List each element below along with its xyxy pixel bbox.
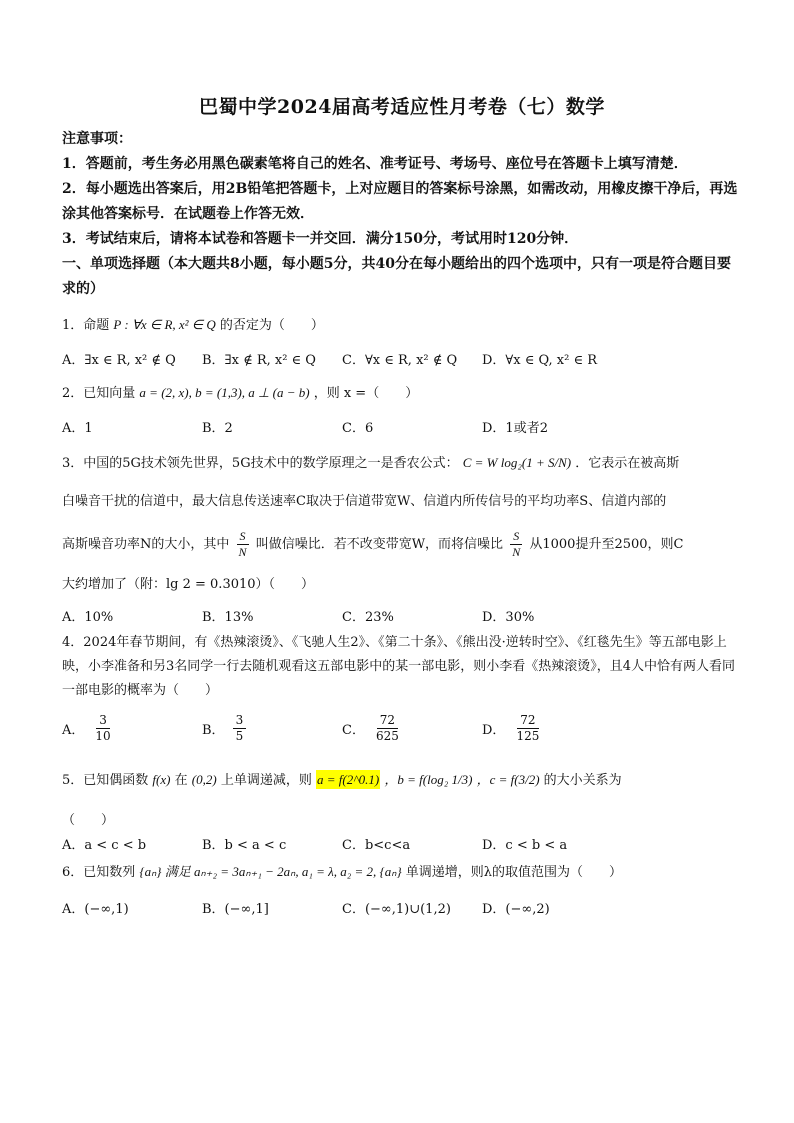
q2-option-a[interactable]: A．1 [62, 421, 93, 436]
question-5 [62, 766, 742, 795]
q3-line-1 [62, 452, 742, 475]
q4-option-b[interactable] [202, 713, 342, 744]
q3-snr-fraction-1 [236, 529, 250, 560]
q4-options [62, 713, 742, 744]
q3-line-2: 白噪音干扰的信道中，最大信息传送速率C取决于信道带宽W、信道内所传信号的平均功率S、信道内部的 [62, 494, 667, 509]
q2-option-c[interactable]: C．6 [342, 421, 374, 436]
question-4: 4．2024年春节期间，有《热辣滚烫》、《飞驰人生2》、《第二十条》、《熊出没·逆转时空》、《红毯先生》等五部电影上映，小李准备和另3名同学一行去随机观看这五部电影中的某一部电影，则小李看《热辣滚烫》，且4人中恰有两人看同一部电影的概率为（ ） [62, 635, 736, 698]
q5-c-expression: ，c = f(3/2) [476, 772, 540, 787]
q3-option-b[interactable]: B．13% [202, 610, 254, 625]
q4-option-a-fraction [92, 713, 113, 744]
exam-title: 巴蜀中学2024届高考适应性月考卷（七）数学 [199, 96, 605, 118]
q3-line3-b: 叫做信噪比．若不改变带宽W，而将信噪比 [255, 537, 504, 552]
q2-stem-a: 2．已知向量 [62, 386, 136, 401]
q3-snr-fraction-2 [509, 529, 523, 560]
q3-line1-b: ．它表示在被高斯 [575, 456, 680, 471]
q3-option-d[interactable]: D．30% [482, 610, 535, 625]
section-heading: 一、单项选择题（本大题共8小题，每小题5分，共40分在每小题给出的四个选项中，只有一项是符合题目要求的） [62, 256, 731, 297]
q1-stem-a: 1．命题 [62, 318, 110, 333]
q5-b-expression: ，b = f(log₂ 1/3) [384, 772, 473, 787]
q6-option-b[interactable]: B．(−∞,1] [202, 902, 269, 917]
q6-stem-b: 单调递增，则λ的取值范围为（ ） [405, 865, 623, 880]
q4-a-num: 3 [96, 713, 110, 729]
q4-d-num: 72 [517, 713, 538, 729]
q3-formula: C = W log₂(1 + S/N) [462, 455, 572, 470]
q4-option-c-label: C． [342, 723, 365, 738]
question-1 [62, 314, 742, 333]
q3-frac2-den: N [512, 545, 521, 559]
q3-frac2-num: S [510, 529, 522, 545]
q1-stem-b: 的否定为（ ） [219, 318, 324, 333]
q4-b-den: 5 [235, 729, 244, 743]
q5-a-expression-highlighted: a = f(2^0.1) [316, 772, 380, 787]
q5-option-d[interactable]: D．c < b < a [482, 838, 568, 853]
q3-frac1-num: S [237, 529, 249, 545]
q1-option-d[interactable]: D．∀x ∈ Q, x² ∈ R [482, 353, 597, 368]
q2-stem-b: ，则 x =（ ） [313, 386, 419, 401]
q6-stem-a: 6．已知数列 [62, 865, 136, 880]
q1-options [62, 349, 742, 368]
q4-option-c-fraction [373, 713, 402, 744]
q5-interval: (0,2) [191, 772, 217, 787]
q2-option-d[interactable]: D．1或者2 [482, 421, 548, 436]
q3-line3-a: 高斯噪音功率N的大小，其中 [62, 537, 230, 552]
q3-line3-c: 从1000提升至2500，则C [529, 537, 684, 552]
q4-option-a-label: A． [62, 723, 85, 738]
q6-option-c[interactable]: C．(−∞,1)∪(1,2) [342, 902, 451, 917]
q1-option-b[interactable]: B．∃x ∉ R, x² ∈ Q [202, 353, 316, 368]
q4-option-b-fraction [233, 713, 247, 744]
notice-item-1: 1．答题前，考生务必用黑色碳素笔将自己的姓名、准考证号、考场号、座位号在答题卡上填写清楚． [62, 156, 688, 172]
q4-c-den: 625 [375, 729, 399, 743]
q2-options [62, 417, 742, 436]
notice-item-3: 3．考试结束后，请将本试卷和答题卡一并交回．满分150分，考试用时120分钟． [62, 231, 579, 247]
q5-stem-c: 上单调递减，则 [220, 773, 312, 788]
q6-option-d[interactable]: D．(−∞,2) [482, 902, 550, 917]
q3-frac1-den: N [238, 545, 247, 559]
q5-fx: f(x) [152, 772, 171, 787]
q1-option-c[interactable]: C．∀x ∈ R, x² ∉ Q [342, 353, 458, 368]
q2-option-b[interactable]: B．2 [202, 421, 233, 436]
q4-option-c[interactable] [342, 713, 482, 744]
q5-stem-d: 的大小关系为 [543, 773, 622, 788]
q6-options [62, 898, 742, 917]
q4-option-d-fraction [513, 713, 542, 744]
q4-b-num: 3 [233, 713, 247, 729]
q3-line-3 [62, 529, 742, 560]
q4-option-d-label: D． [482, 723, 506, 738]
q5-option-c[interactable]: C．b<c<a [342, 838, 411, 853]
q6-option-a[interactable]: A．(−∞,1) [62, 902, 129, 917]
q3-line-4: 大约增加了（附：lg 2 = 0.3010）（ ） [62, 577, 315, 592]
q1-option-a[interactable]: A．∃x ∈ R, x² ∉ Q [62, 353, 176, 368]
q6-sequence-condition: {aₙ} 满足 aₙ₊₂ = 3aₙ₊₁ − 2aₙ, a₁ = λ, a₂ = 2, {aₙ} [139, 864, 402, 879]
exam-page [62, 92, 742, 923]
q4-a-den: 10 [95, 729, 111, 743]
q4-option-d[interactable] [482, 713, 622, 744]
question-6 [62, 861, 742, 880]
question-2 [62, 382, 742, 401]
q5-option-a[interactable]: A．a < c < b [62, 838, 147, 853]
notice-item-2: 2．每小题选出答案后，用2B铅笔把答题卡，上对应题目的答案标号涂黑，如需改动，用橡皮擦干净后，再选涂其他答案标号．在试题卷上作答无效． [62, 181, 738, 222]
q3-option-c[interactable]: C．23% [342, 610, 394, 625]
q2-stem-math: a = (2, x), b = (1,3), a ⊥ (a − b) [139, 385, 310, 400]
q4-d-den: 125 [516, 729, 540, 743]
q5-options [62, 834, 742, 853]
q4-c-num: 72 [377, 713, 398, 729]
q5-stem-a: 5．已知偶函数 [62, 773, 149, 788]
q3-option-a[interactable]: A．10% [62, 610, 114, 625]
q3-options [62, 606, 742, 625]
q1-stem-math: P : ∀x ∈ R, x² ∈ Q [113, 317, 216, 332]
q3-line1-a: 3．中国的5G技术领先世界，5G技术中的数学原理之一是香农公式： [62, 456, 459, 471]
q5-answer-paren: （ ） [62, 813, 115, 828]
q4-option-b-label: B． [202, 723, 225, 738]
q5-stem-b: 在 [174, 773, 188, 788]
notice-heading: 注意事项： [62, 131, 132, 147]
q5-option-b[interactable]: B．b < a < c [202, 838, 287, 853]
q4-option-a[interactable] [62, 713, 202, 744]
